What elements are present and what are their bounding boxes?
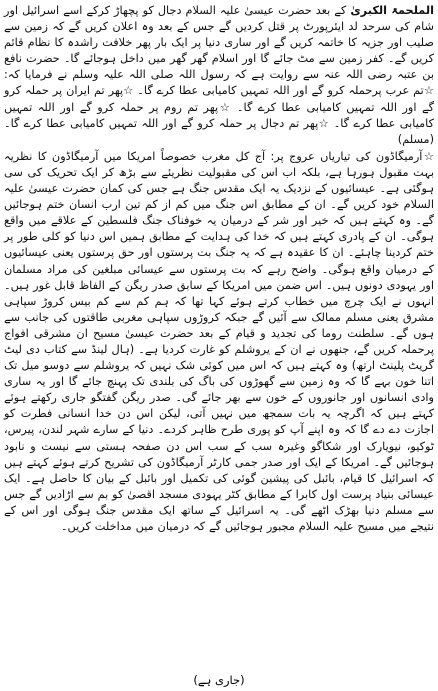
article-paragraph-2: ☆آرمیگاڈون کی تیاریاں عروج پر: آج کل مغرب خصوصاً امریکا میں آرمیگاڈون کا نظریہ بہت مقبول ہورہا ہے، بلکہ اب اس کی مقبولیت نظریئے سے بڑھ کر ایک تحریک کی سی ہوگئی ہے۔ عیسائیوں کے نزدیک یہ ایک مقدس جنگ ہے جس کی کمان حضرت عیسیٰ علیہ السلام خود کریں گے۔ ان کے مطابق اس جنگ میں کم از کم تین ارب انسان ختم ہوجائیں گے۔ وہ کہتے ہیں کہ خیر اور شر کے درمیان یہ خوفناک جنگ فلسطین کے علاقے میں واقع ہوگی۔ ان کے پادری کہتے ہیں کہ خدا کی ہدایت کے مطابق ہمیں اس دنیا کو کلی طور پر ختم کردینا چاہئے۔ ان کا عقیدہ ہے کہ یہ جنگ بت پرستوں اور حق پرستوں یعنی عیسائیوں کے درمیان واقع ہوگی۔ واضح رہے کہ بت پرستوں سے عیسائی مبلغین کی مراد مسلمان اور یہودی دونوں ہیں۔ اس ضمن میں امریکا کے سابق صدر ریگن کے الفاظ قابل غور ہیں۔ انہوں نے ایک چرچ میں خطاب کرتے ہوئے کہا تھا کہ ہم کم سے کم بیس کروڑ سپاہی مشرق یعنی مسلم ممالک سے آئیں گے جبکہ کروڑوں سپاہی مغربی طاقتوں کی جانب سے ہوں گے۔ سلطنت روما کی تجدید و قیام کے بعد حضرت عیسیٰ مسیح ان مشرقی افواج پرحملہ کریں گے، جنھوں نے ان کے یروشلم کو غارت کردیا ہے۔ (ہال لینڈ سے کتاب دی لیٹ گریٹ پلینٹ ارتھ) وہ کہتے ہیں کہ اس میں کوئی شک نہیں کہ یروشلم سے دوسو میل تک اتنا خون بہے گا کہ وہ زمین سے گھوڑوں کی باگ کی بلندی تک پہنچ جائے گا اور یہ ساری وادی انسانوں اور جانوروں کے خون سے بھر جائے گی۔ صدر ریگن گفتگو جاری رکھتے ہوئے کہتے ہیں کہ اگرچہ یہ بات سمجھ میں نہیں آتی، لیکن اس دن خدا انسانی فطرت کو اجازت دے دے گا کہ وہ اپنے آپ کو پوری طرح ظاہر کردے۔ دنیا کے سارے شہر لندن، پیرس، ٹوکیو، نیویارک اور شکاگو وغیرہ سب کے سب اس دن صفحہ ہستی سے نیست و نابود ہوجائیں گے۔ امریکا کے ایک اور صدر جمی کارٹر آرمیگاڈون کی تشریح کرتے ہوئے کہتے ہیں کہ اسرائیل کا قیام، بائبل کی پیشین گوئی کی تکمیل اور بائبل کے بیان کا حاصل ہے۔ ایک عیسائی بنیاد پرست اول کابرا کے مطابق کٹر یہودی مسجد اقصیٰ کو بم سے اڑادیں گے جس سے مسلم دنیا بھڑک اٹھے گی۔ یہ اسرائیل کے ساتھ ایک مقدس جنگ ہوگی اور اس کے نتیجے میں مسیح علیہ السلام مجبور ہوجائیں گے کہ درمیان میں مداخلت کریں۔ (4, 149, 434, 533)
continued-note: (جاری ہے) (193, 673, 245, 687)
article-heading: الملحمۃ الکبریٰ (350, 4, 434, 17)
article-paragraph-1 (4, 3, 434, 148)
article-paragraph-1-text: کے بعد حضرت عیسیٰ علیہ السلام دجال کو پچھاڑ کرکے اسے اسرائیل اور شام کی سرحد لد ایئرپورٹ پر قتل کردیں گے جس کے بعد وہ اعلان کریں گے کہ زمین سے صلیب اور جزیہ کا خاتمہ کریں گے اور ساری دنیا پر ایک بار پھر خلافت راشدہ کا نظام قائم کریں گے۔ کفر زمین سے مٹ جائے گا اور اسلام گھر گھر میں داخل ہوجائے گا۔ حضرت نافع بن عتبہ رضی اللہ عنہ سے روایت ہے کہ رسول اللہ صلی اللہ علیہ وسلم نے فرمایا کہ: ☆تم عرب پرحملہ کرو گے اور اللہ تمہیں کامیابی عطا کرے گا۔ ☆پھر تم ایران پر حملہ کرو گے اور اللہ تمہیں کامیابی عطا کرے گا۔ ☆پھر تم روم پر حملہ کرو گے اور اللہ تمہیں کامیابی عطا کرے گا۔ ☆پھر تم دجال پر حملہ کرو گے اور اللہ تمہیں کامیابی عطا کرے گا۔ (مسلم) (4, 4, 434, 146)
